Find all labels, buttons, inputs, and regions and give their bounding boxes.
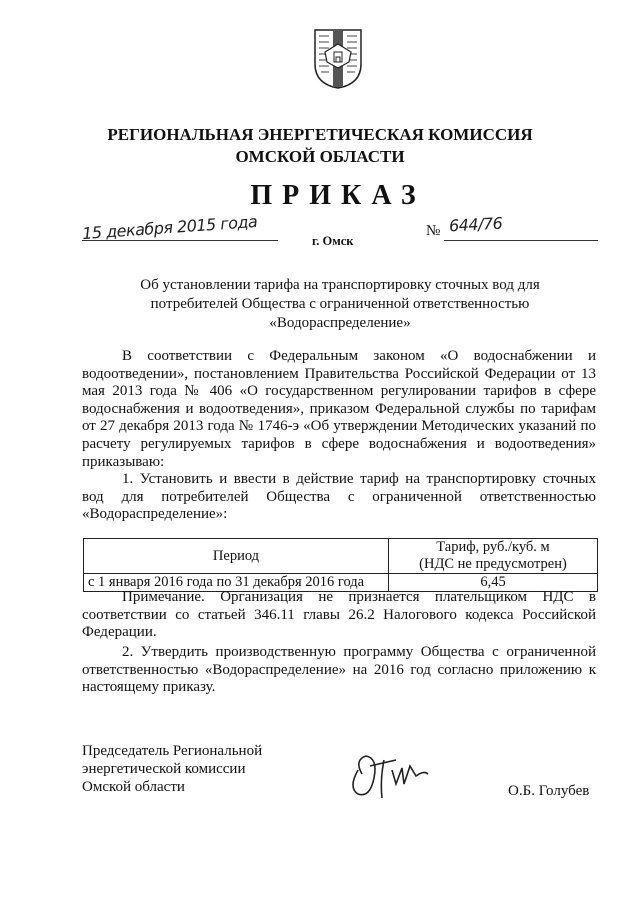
organization-name-line1: РЕГИОНАЛЬНАЯ ЭНЕРГЕТИЧЕСКАЯ КОМИССИЯ	[107, 125, 533, 144]
organization-name-line2: ОМСКОЙ ОБЛАСТИ	[235, 147, 405, 166]
position-line2: энергетической комиссии	[82, 761, 246, 777]
order-subject: Об установлении тарифа на транспортировку сточных вод для потребителей Общества с ограниченной ответственностью «Водораспределение»	[140, 277, 540, 331]
header-period: Период	[84, 539, 389, 574]
signatory-position	[82, 742, 282, 796]
handwritten-number: 644/76	[448, 213, 503, 236]
tariff-table	[83, 538, 598, 592]
city-label: г. Омск	[312, 234, 354, 248]
number-label: №	[426, 223, 441, 239]
number-underline	[444, 240, 598, 241]
position-line3: Омской области	[82, 779, 185, 795]
header-tariff	[389, 539, 598, 574]
date-underline	[82, 240, 278, 241]
header-tariff-line2: (НДС не предусмотрен)	[419, 556, 567, 572]
body-paragraph-3: 2. Утвердить производственную программу Общества с ограниченной ответственностью «Водораспределение» на 2016 год согласно приложению к настоящему приказу.	[82, 644, 596, 696]
handwritten-date: 15 декабря 2015 года	[81, 211, 258, 244]
body-paragraph-1: В соответствии с Федеральным законом «О водоснабжении и водоотведении», постановлением Правительства Российской Федерации от 13 мая 2013 года № 406 «О государственном регулировании тарифов в сфере водоснабжения и водоотведения», приказом Федеральной службы по тарифам от 27 декабря 2013 года № 1746-э «Об утверждении Методических указаний по расчету регулируемых тарифов в сфере водоснабжения и водоотведения» приказываю:	[82, 348, 596, 470]
coat-of-arms-emblem	[313, 28, 363, 90]
signatory-name: О.Б. Голубев	[508, 783, 590, 799]
header-tariff-line1: Тариф, руб./куб. м	[436, 539, 550, 555]
body-paragraph-2: 1. Установить и ввести в действие тариф на транспортировку сточных вод для потребителей Общества с ограниченной ответственностью «Водораспределение»:	[82, 471, 596, 523]
vat-note: Примечание. Организация не признается плательщиком НДС в соответствии со статьей 346.11 главы 26.2 Налогового кодекса Российской Федерации.	[82, 589, 596, 641]
period-cell: с 1 января 2016 года по 31 декабря 2016 года	[84, 574, 389, 592]
handwritten-signature	[344, 740, 444, 800]
tariff-cell: 6,45	[389, 574, 598, 592]
position-line1: Председатель Региональной	[82, 743, 263, 759]
document-type-title: ПРИКАЗ	[250, 180, 426, 211]
table-header-row	[84, 539, 598, 574]
